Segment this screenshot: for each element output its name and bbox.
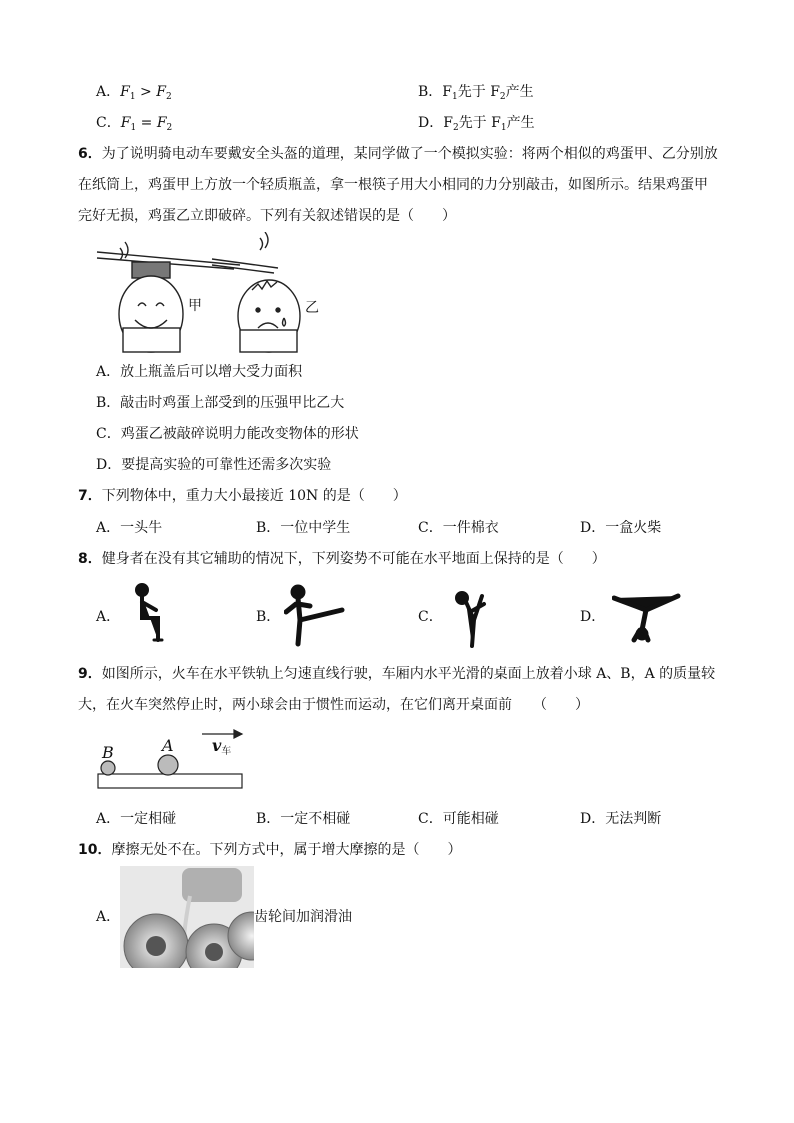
- q7-option-a: A．一头牛: [96, 520, 163, 536]
- q6-stem-line3: 完好无损，鸡蛋乙立即破碎。下列有关叙述错误的是（ ）: [78, 208, 456, 224]
- q9-stem-line1: 9．如图所示，火车在水平铁轨上匀速直线行驶，车厢内水平光滑的桌面上放着小球 A、B，A 的质量较: [78, 666, 716, 682]
- q8-option-d: D．: [580, 609, 606, 625]
- pose-split-handstand-icon: [612, 590, 682, 646]
- q6-option-c: C．鸡蛋乙被敲碎说明力能改变物体的形状: [96, 426, 359, 442]
- q7-stem: 7．下列物体中，重力大小最接近 10N 的是（ ）: [78, 488, 407, 504]
- q8-stem: 8．健身者在没有其它辅助的情况下，下列姿势不可能在水平地面上保持的是（ ）: [78, 551, 606, 567]
- q10-option-a-text: 齿轮间加润滑油: [254, 909, 352, 925]
- q8-option-b: B．: [256, 609, 281, 625]
- egg-yi: [212, 232, 300, 352]
- q10-stem: 10．摩擦无处不在。下列方式中，属于增大摩擦的是（ ）: [78, 842, 462, 858]
- q9-option-c: C．可能相碰: [418, 811, 499, 827]
- velocity-label: $v_车$: [212, 736, 232, 757]
- ball-b-label: B: [102, 743, 114, 762]
- q6-option-d: D．要提高实验的可靠性还需多次实验: [96, 457, 332, 473]
- pose-sitting-icon: [124, 582, 164, 648]
- gears-oil-image: [120, 866, 254, 968]
- label-yi: 乙: [305, 300, 319, 316]
- q5-option-d: D．$F_2$先于 $F_1$产生: [418, 115, 535, 133]
- q9-option-d: D．无法判断: [580, 811, 662, 827]
- q9-stem-line2: 大，在火车突然停止时，两小球会由于惯性而运动，在它们离开桌面前 （ ）: [78, 697, 589, 713]
- q6-stem-line2: 在纸筒上，鸡蛋甲上方放一个轻质瓶盖，拿一根筷子用大小相同的力分别敲击，如图所示。结果鸡蛋甲: [78, 177, 708, 193]
- ball-a-label: A: [162, 736, 174, 755]
- q8-option-a: A．: [96, 609, 121, 625]
- q7-option-c: C．一件棉衣: [418, 520, 499, 536]
- pose-leg-raise-icon: [284, 584, 346, 648]
- pose-dancer-icon: [452, 590, 492, 650]
- egg-experiment-figure: [94, 232, 334, 356]
- q9-option-a: A．一定相碰: [96, 811, 177, 827]
- q7-option-b: B．一位中学生: [256, 520, 351, 536]
- q10-option-a-label: A．: [96, 909, 121, 925]
- q5-option-b: B．$F_1$先于 $F_2$产生: [418, 84, 534, 102]
- label-jia: 甲: [188, 298, 202, 314]
- q7-option-d: D．一盒火柴: [580, 520, 662, 536]
- q6-option-a: A．放上瓶盖后可以增大受力面积: [96, 364, 303, 380]
- q8-option-c: C．: [418, 609, 443, 625]
- q6-option-b: B．敲击时鸡蛋上部受到的压强甲比乙大: [96, 395, 345, 411]
- q5-option-c: C．$F_1 = F_2$: [96, 115, 173, 133]
- q6-stem-line1: 6．为了说明骑电动车要戴安全头盔的道理，某同学做了一个模拟实验：将两个相似的鸡蛋甲、乙分别放: [78, 146, 718, 162]
- q5-option-a: A．$F_1 > F_2$: [96, 84, 172, 102]
- egg-jia: [97, 242, 240, 352]
- q9-option-b: B．一定不相碰: [256, 811, 351, 827]
